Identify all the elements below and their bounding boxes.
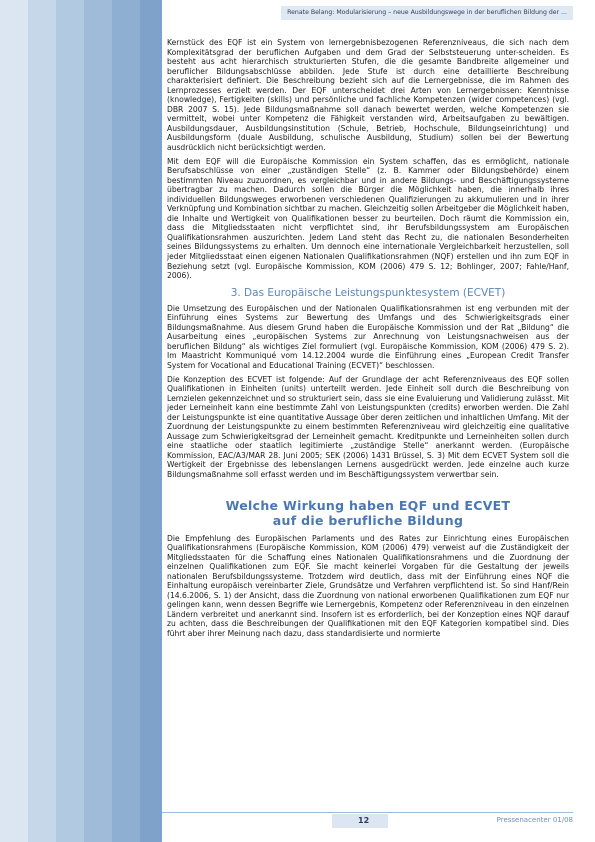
paragraph: Die Umsetzung des Europäischen und der Nationalen Qualifikationsrahmen ist eng verbunden mit der Einführung eines Systems zur Bewertung des Umfangs und des Schwierigkeitsgrads einer Bildungsmaßnahme. Aus diesem Grund haben die Europäische Kommission und der Rat „Bildung“ die Ausarbeitung eines „europäischen Systems zur Anrechnung von Leistungsnachweisen aus der beruflichen Bildung“ als wichtiges Ziel formuliert (vgl. Europäische Kommission, KOM (2006) 479 S. 2). Im Maastricht Kommuniqué vom 14.12.2004 wurde die Einführung eines „European Credit Transfer System for Vocational and Educational Training (ECVET)“ beschlossen. xyxy=(167,303,569,370)
stripe xyxy=(112,0,140,842)
stripe xyxy=(56,0,84,842)
paragraph: Die Empfehlung des Europäischen Parlaments und des Rates zur Einrichtung eines Europäischen Qualifikationsrahmens (Europäische Kommission, KOM (2006) 479) verweist auf die Zuständigkeit der Mitgliedsstaaten für die Schaffung eines Nationalen Qualifikationsrahmens und die Zuordnung der einzelnen Qualifikationen zum EQF. Sie macht keinerlei Vorgaben für die Gestaltung der jeweils nationalen Berufsbildungssysteme. Trotzdem wird deutlich, dass mit der Einführung eines NQF die Einhaltung europäisch vereinbarter Ziele, Grundsätze und Verfahren verpflichtend ist. So sind Hanf/Rein (14.6.2006, S. 1) der Ansicht, dass die Zuordnung von national erworbenen Qualifikationen zum EQF nur gelingen kann, wenn dessen Begriffe wie Lernergebnis, Kompetenz oder Referenzniveau in den einzelnen Ländern verbreitet und anerkannt sind. Insofern ist es erforderlich, bei der Konzeption eines NQF darauf zu achten, dass die Beschreibungen der Qualifikationen mit den EQF Kategorien kompatibel sind. Dies führt aber ihrer Meinung nach dazu, dass standardisierte und normierte xyxy=(167,533,569,638)
decorative-stripes xyxy=(0,0,162,842)
stripe xyxy=(84,0,112,842)
page-number: 12 xyxy=(358,816,370,825)
stripe xyxy=(0,0,28,842)
article-body xyxy=(167,38,569,643)
paragraph: Kernstück des EQF ist ein System von lernergebnisbezogenen Referenzniveaus, die sich nach dem Komplexitätsgrad der beruflichen Aufgaben und dem Grad der Selbststeuerung unter-scheiden. Es besteht aus acht hierarchisch strukturierten Stufen, die die gesamte Bandbreite allgemeiner und beruflicher Bildungsabschlüsse abbilden. Jede Stufe ist durch eine detaillierte Beschreibung charakterisiert definiert. Die Beschreibung bezieht sich auf die Lernergebnisse, die im Rahmen des Lernprozesses erzielt werden. Der EQF unterscheidet drei Arten von Lernergebnissen: Kenntnisse (knowledge), Fertigkeiten (skills) und persönliche und fachliche Kompetenzen (wider competences) (vgl. DBR 2007 S. 15). Jede Bildungsmaßnahme soll danach bewertet werden, welche Kompetenzen sie vermittelt, wobei unter Kompetenz die Fähigkeit verstanden wird, Arbeitsaufgaben zu bewältigen. Ausbildungsdauer, Ausbildungsinstitution (Schule, Betrieb, Hochschule, Bildungseinrichtung) und Ausbildungsform (duale Ausbildung, schulische Ausbildung, Studium) sollen bei der Bewertung ausdrücklich nicht berücksichtigt werden. xyxy=(167,38,569,153)
page-header xyxy=(162,0,595,30)
publication-label: Pressenacenter 01/08 xyxy=(496,816,573,824)
paragraph: Mit dem EQF will die Europäische Kommission ein System schaffen, das es ermöglicht, nationale Berufsabschlüsse von einer „zuständigen Stelle“ (z. B. Kammer oder Bildungsbehörde) einem bestimmten Niveau zuzuordnen, es vergleichbar und in andere Bildungs- und Beschäftigungssysteme übertragbar zu machen. Dadurch sollen die Bürger die Möglichkeit haben, die innerhalb ihres individuellen Bildungsweges erworbenen verschiedenen Qualifizierungen zu akkumulieren und in ihrer Verknüpfung und Kombination sichtbar zu machen. Gleichzeitig sollen Arbeitgeber die Möglichkeit haben, die Inhalte und Wertigkeit von Qualifikationen besser zu beurteilen. Doch räumt die Kommission ein, dass die Mitgliedsstaaten nicht verpflichtet sind, ihr Berufsbildungssystem am Europäischen Qualifikationsrahmen auszurichten. Jedem Land steht das Recht zu, die nationalen Besonderheiten seines Bildungssystems zu erhalten. Um dennoch eine internationale Vergleichbarkeit herzustellen, soll jeder Mitgliedsstaat einen eigenen Nationalen Qualifikationsrahmen (NQF) erstellen und ihn zum EQF in Beziehung setzt (vgl. Europäische Kommission, KOM (2006) 479 S. 12; Bohlinger, 2007; Fahle/Hanf, 2006). xyxy=(167,156,569,281)
main-heading xyxy=(167,498,569,528)
page-footer xyxy=(162,806,595,842)
paragraph: Die Konzeption des ECVET ist folgende: Auf der Grundlage der acht Referenzniveaus des EQF sollen Qualifikationen in Einheiten (units) unterteilt werden. Jede Einheit soll durch die Beschreibung von Lernzielen gekennzeichnet und so strukturiert sein, dass sie eine Evaluierung und Validierung zulässt. Mit jeder Lerneinheit kann eine bestimmte Zahl von Leistungspunkten (credits) erworben werden. Die Zahl der Leistungspunkte ist eine quantitative Aussage über deren zeitlichen und inhaltlichen Umfang. Mit der Zuordnung der Leistungspunkte zu einem bestimmten Referenzniveau wird gleichzeitig eine qualitative Aussage zum Schwierigkeitsgrad der Lerneinheit gemacht. Kreditpunkte und Lerneinheiten sollen durch eine staatliche oder staatlich legitimierte „zuständige Stelle“ anerkannt werden. (Europäische Kommission, EAC/A3/MAR 28. Juni 2005; SEK (2006) 1431 Brüssel, S. 3) Mit dem ECVET System soll die Wertigkeit der Ergebnisse des lebenslangen Lernens ausgedrückt werden. Jede einzelne auch kurze Bildungsmaßnahme soll erfasst werden und im Beschäftigungssystem verwertbar sein. xyxy=(167,374,569,479)
running-title: Renate Belang: Modularisierung – neue Ausbildungswege in der beruflichen Bildung der ... xyxy=(281,6,573,20)
stripe xyxy=(140,0,162,842)
main-heading-line1: Welche Wirkung haben EQF und ECVET xyxy=(225,497,511,513)
main-heading-line2: auf die berufliche Bildung xyxy=(272,512,464,528)
footer-divider xyxy=(162,812,573,813)
stripe xyxy=(28,0,56,842)
section-heading: 3. Das Europäische Leistungspunktesystem (ECVET) xyxy=(230,286,506,299)
